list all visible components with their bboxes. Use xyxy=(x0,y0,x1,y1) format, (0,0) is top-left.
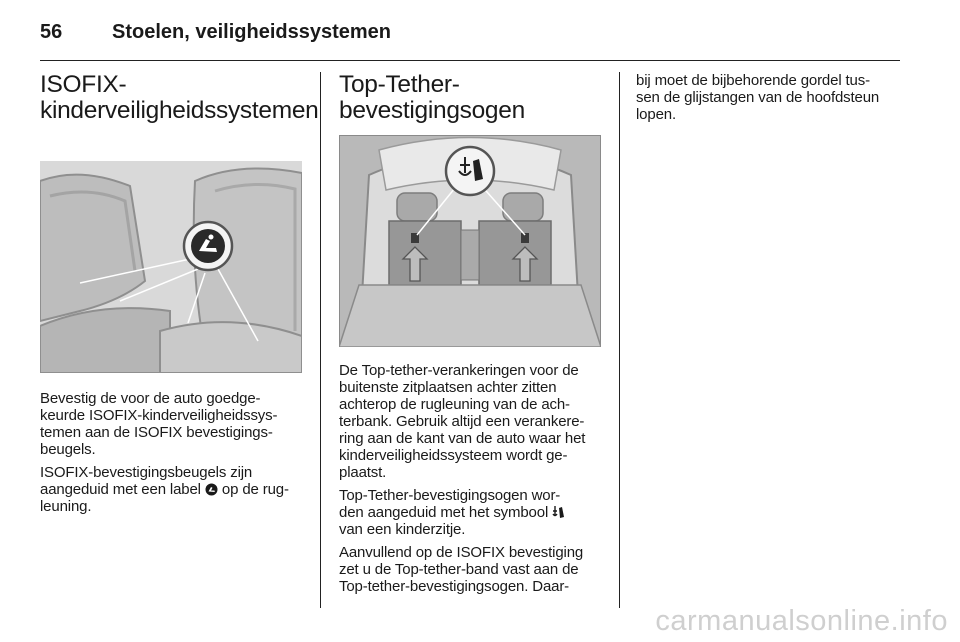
isofix-body-text: Bevestig de voor de auto goedge- keurde ISOFIX-kinderveiligheidssys- temen aan de ISOFIX bevestigings- beugels. ISOFIX-bevestigingsbeugels zijn aangeduid met een label op de rug- leuning. xyxy=(40,390,289,515)
top-tether-callout-icon xyxy=(446,147,494,195)
top-tether-body-text: De Top-tether-verankeringen voor de buitenste zitplaatsen achter zitten achterop de rugleuning van de ach- terbank. Gebruik altijd een verankere- ring aan de kant van de auto waar het kinderveiligheidssysteem wordt ge- plaatst. Top-Tether-bevestigingsogen wor- den aangeduid met het symbool van een kinderzitje. Aanvullend op de ISOFIX bevestiging zet u de Top-tether-band vast aan de Top-tether-bevestigingsogen. Daar- xyxy=(339,362,586,595)
continued-body-text: bij moet de bijbehorende gordel tus- sen de glijstangen van de hoofdsteun lopen. xyxy=(636,72,880,123)
child-seat-icon xyxy=(552,505,565,519)
isofix-label-icon xyxy=(205,483,218,496)
top-tether-heading: Top-Tether- bevestigingsogen xyxy=(339,71,525,124)
column-divider-2 xyxy=(619,72,620,608)
watermark: carmanualsonline.info xyxy=(655,605,948,637)
isofix-callout-icon xyxy=(184,222,232,270)
column-top-tether xyxy=(339,71,601,595)
page-header xyxy=(40,10,900,61)
page-number: 56 xyxy=(40,21,63,43)
isofix-seat-illustration xyxy=(40,161,302,373)
column-isofix xyxy=(40,71,319,515)
isofix-heading: ISOFIX- kinderveiligheidssystemen xyxy=(40,71,319,124)
column-divider-1 xyxy=(320,72,321,608)
chapter-title: Stoelen, veiligheidssystemen xyxy=(112,21,391,43)
top-tether-illustration xyxy=(339,135,601,347)
